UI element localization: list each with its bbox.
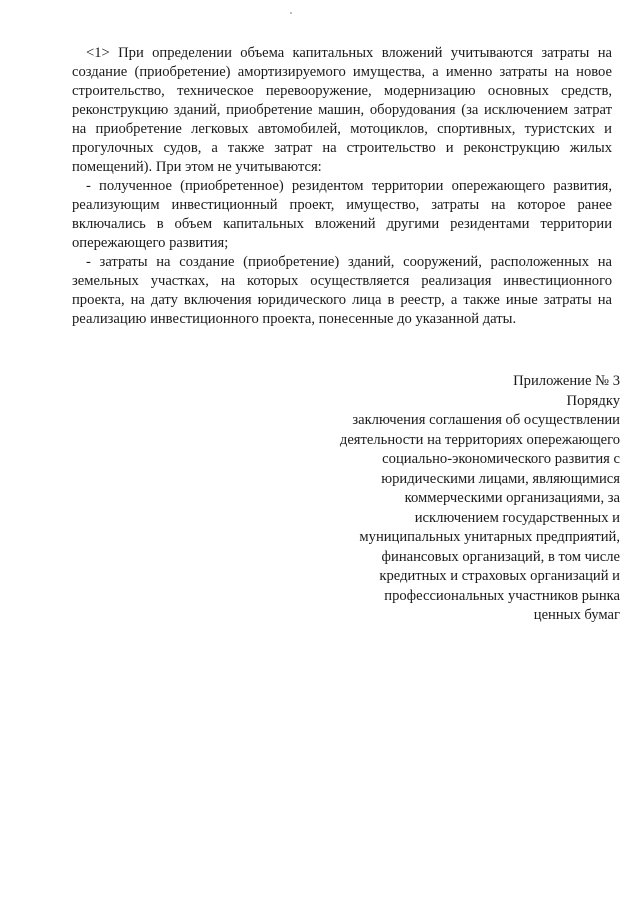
appendix-line: заключения соглашения об осуществлении [352, 412, 620, 428]
appendix-line: профессиональных участников рынка [384, 587, 620, 604]
appendix-header [300, 372, 620, 626]
footnote-paragraph-2: - полученное (приобретенное) резидентом территории опережающего развития, реализующим инвестиционный проект, имущество, затраты на которое ранее включались в объем капитальных вложений другими резидентами территории опережающего развития; [72, 178, 612, 251]
appendix-line: социально-экономического развития с [382, 451, 620, 467]
appendix-line: Порядку [566, 392, 620, 409]
appendix-line: юридическими лицами, являющимися [381, 470, 620, 487]
footnote-paragraph-1: <1> При определении объема капитальных вложений учитываются затраты на создание (приобретение) амортизируемого имущества, а именно затраты на новое строительство, техническое перевооружение, модернизацию основных средств, реконструкцию зданий, приобретение машин, оборудования (за исключением затрат на приобретение легковых автомобилей, мотоциклов, спортивных, туристских и прогулочных судов, а также затрат на строительство и реконструкцию жилых помещений). При этом не учитываются: [72, 45, 612, 175]
scan-artifact-dot [290, 12, 292, 14]
appendix-line: кредитных и страховых организаций и [379, 568, 620, 584]
appendix-line: муниципальных унитарных предприятий, [359, 529, 620, 545]
footnote-block [72, 44, 612, 329]
appendix-line: исключением государственных и [414, 509, 620, 526]
appendix-line: ценных бумаг [533, 607, 620, 623]
appendix-line: финансовых организаций, в том числе [381, 548, 620, 565]
appendix-line: коммерческими организациями, за [404, 490, 620, 506]
appendix-title: Приложение № 3 [513, 373, 620, 389]
footnote-paragraph-3: - затраты на создание (приобретение) зданий, сооружений, расположенных на земельных участках, на которых осуществляется реализация инвестиционного проекта, на дату включения юридического лица в реестр, а также иные затраты на реализацию инвестиционного проекта, понесенные до указанной даты. [72, 254, 612, 327]
appendix-line: деятельности на территориях опережающего [339, 431, 620, 448]
